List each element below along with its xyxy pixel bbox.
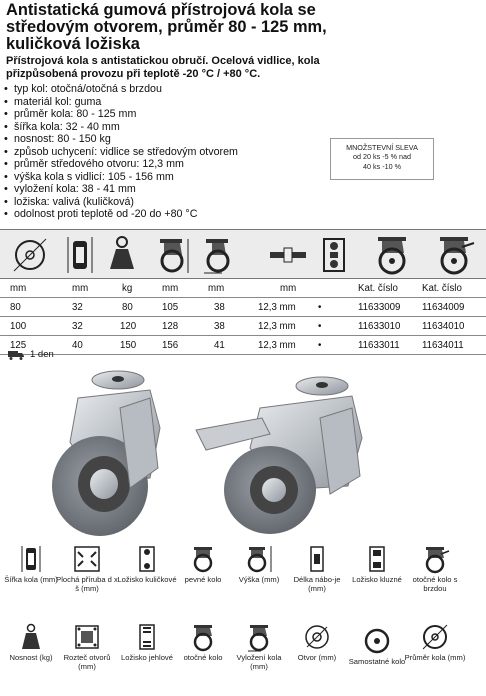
legend-label: Vyložení kola (mm) bbox=[236, 653, 282, 671]
legend-item bbox=[286, 622, 348, 662]
discount-line: 40 ks -10 % bbox=[363, 161, 401, 171]
height-icon bbox=[244, 544, 274, 574]
swivel-brake-castor-photo bbox=[196, 377, 362, 534]
table-cell: 11633011 bbox=[358, 340, 400, 351]
single-wheel-icon bbox=[362, 626, 392, 656]
discount-title: MNOŽSTEVNÍ SLEVA bbox=[346, 143, 418, 152]
spec-item: • šířka kola: 32 - 40 mm bbox=[4, 121, 334, 134]
table-row bbox=[0, 336, 486, 355]
table-cell: 156 bbox=[162, 340, 179, 351]
plain-bearing-icon bbox=[362, 544, 392, 574]
legend-label: Ložisko kluzné bbox=[352, 575, 402, 584]
legend-label: Otvor (mm) bbox=[297, 653, 337, 662]
spec-item: • nosnost: 80 - 150 kg bbox=[4, 133, 334, 146]
table-header: Kat. číslo bbox=[422, 283, 462, 294]
icon-legend bbox=[0, 540, 486, 696]
offset-icon bbox=[196, 233, 240, 277]
truck-icon bbox=[8, 350, 24, 360]
spec-item: • výška kola s vidlicí: 105 - 156 mm bbox=[4, 171, 334, 184]
table-cell: 11633009 bbox=[358, 302, 401, 313]
load-icon bbox=[100, 233, 144, 277]
flat-plate-icon bbox=[72, 544, 102, 574]
table-cell: 38 bbox=[214, 321, 225, 332]
swivel-brake-castor-icon bbox=[432, 233, 476, 277]
bolt-hole-icon bbox=[266, 233, 310, 277]
table-icon-header bbox=[0, 229, 486, 279]
legend-label: otočné kolo s brzdou bbox=[412, 575, 458, 593]
table-cell: 41 bbox=[214, 340, 225, 351]
swivel-brake-castor-icon bbox=[420, 544, 450, 574]
legend-item bbox=[0, 544, 62, 584]
spec-item: • průměr kola: 80 - 125 mm bbox=[4, 108, 334, 121]
legend-label: Délka nábo-je (mm) bbox=[293, 575, 341, 593]
legend-item bbox=[346, 544, 408, 584]
legend-item bbox=[346, 626, 408, 666]
product-subtitle: Přístrojová kola s antistatickou obručí. Ocelová vidlice, kola přizpůsobená provozu při teplotě -20 °C / +80 °C. bbox=[6, 55, 320, 80]
table-header-row bbox=[0, 279, 486, 298]
wheel-width-icon bbox=[16, 544, 46, 574]
legend-item bbox=[56, 544, 118, 593]
legend-item bbox=[56, 622, 118, 671]
legend-label: Průměr kola (mm) bbox=[404, 653, 466, 662]
table-row bbox=[0, 317, 486, 336]
legend-item bbox=[116, 544, 178, 584]
legend-item bbox=[0, 622, 62, 662]
table-cell: 11634011 bbox=[422, 340, 464, 351]
table-header: mm bbox=[72, 283, 89, 294]
table-cell: 105 bbox=[162, 302, 179, 313]
legend-label: Rozteč otvorů (mm) bbox=[63, 653, 111, 671]
legend-label: Nosnost (kg) bbox=[9, 653, 53, 662]
table-cell: 11633010 bbox=[358, 321, 401, 332]
legend-label: Výška (mm) bbox=[238, 575, 280, 584]
table-cell: 32 bbox=[72, 321, 83, 332]
wheel-width-icon bbox=[58, 233, 102, 277]
table-cell: 11634010 bbox=[422, 321, 465, 332]
table-cell: • bbox=[318, 340, 322, 351]
table-cell: 11634009 bbox=[422, 302, 465, 313]
product-table bbox=[0, 279, 486, 355]
table-cell: 40 bbox=[72, 340, 83, 351]
swivel-castor-photo bbox=[52, 371, 160, 536]
height-icon bbox=[150, 233, 194, 277]
legend-label: Šířka kola (mm) bbox=[4, 575, 58, 584]
quantity-discount-box bbox=[330, 138, 434, 180]
load-icon bbox=[16, 622, 46, 652]
ball-bearing-icon bbox=[312, 233, 356, 277]
swivel-castor-icon bbox=[370, 233, 414, 277]
legend-item bbox=[228, 544, 290, 584]
legend-label: otočné kolo bbox=[183, 653, 223, 662]
hub-length-icon bbox=[302, 544, 332, 574]
spec-item: • typ kol: otočná/otočná s brzdou bbox=[4, 83, 334, 96]
hole-spacing-icon bbox=[72, 622, 102, 652]
table-cell: 12,3 mm bbox=[258, 321, 296, 332]
ball-bearing-icon bbox=[132, 544, 162, 574]
legend-label: Ložisko jehlové bbox=[121, 653, 173, 662]
legend-item bbox=[404, 622, 466, 662]
table-header: Kat. číslo bbox=[358, 283, 398, 294]
table-cell: 80 bbox=[10, 302, 21, 313]
needle-bearing-icon bbox=[132, 622, 162, 652]
delivery-text: 1 den bbox=[30, 349, 54, 360]
discount-line: od 20 ks -5 % nad bbox=[353, 152, 411, 162]
spec-item: • vyložení kola: 38 - 41 mm bbox=[4, 183, 334, 196]
table-cell: 32 bbox=[72, 302, 83, 313]
table-header: mm bbox=[162, 283, 179, 294]
bolt-hole-icon bbox=[302, 622, 332, 652]
table-cell: 100 bbox=[10, 321, 27, 332]
legend-item bbox=[228, 622, 290, 671]
legend-item bbox=[286, 544, 348, 593]
table-cell: • bbox=[318, 321, 322, 332]
spec-list bbox=[4, 83, 334, 221]
table-cell: • bbox=[318, 302, 322, 313]
legend-item bbox=[172, 622, 234, 662]
table-cell: 80 bbox=[122, 302, 133, 313]
spec-item: • odolnost proti teplotě od -20 do +80 °C bbox=[4, 208, 334, 221]
table-cell: 12,3 mm bbox=[258, 340, 296, 351]
table-header: mm bbox=[280, 283, 297, 294]
legend-label: pevné kolo bbox=[184, 575, 222, 584]
table-header: mm bbox=[10, 283, 27, 294]
product-title: Antistatická gumová přístrojová kola se středovým otvorem, průměr 80 - 125 mm, kuličková ložiska bbox=[6, 1, 327, 53]
legend-item bbox=[116, 622, 178, 662]
legend-item bbox=[404, 544, 466, 593]
table-header: mm bbox=[208, 283, 225, 294]
legend-label: Samostatné kolo bbox=[348, 657, 406, 666]
wheel-diameter-icon bbox=[8, 233, 52, 277]
table-row bbox=[0, 298, 486, 317]
spec-item: • průměr středového otvoru: 12,3 mm bbox=[4, 158, 334, 171]
spec-item: • způsob uchycení: vidlice se středovým otvorem bbox=[4, 146, 334, 159]
fixed-castor-icon bbox=[188, 544, 218, 574]
table-cell: 38 bbox=[214, 302, 225, 313]
spec-item: • materiál kol: guma bbox=[4, 96, 334, 109]
delivery-info bbox=[8, 349, 54, 360]
product-photo bbox=[0, 368, 486, 538]
legend-label: Plochá příruba d x š (mm) bbox=[56, 575, 118, 593]
offset-icon bbox=[244, 622, 274, 652]
legend-label: Ložisko kuličkové bbox=[117, 575, 177, 584]
table-cell: 150 bbox=[120, 340, 137, 351]
legend-item bbox=[172, 544, 234, 584]
spec-item: • ložiska: valivá (kuličková) bbox=[4, 196, 334, 209]
table-cell: 125 bbox=[10, 340, 27, 351]
table-cell: 128 bbox=[162, 321, 179, 332]
swivel-castor-icon bbox=[188, 622, 218, 652]
wheel-diameter-icon bbox=[420, 622, 450, 652]
table-header: kg bbox=[122, 283, 133, 294]
table-cell: 12,3 mm bbox=[258, 302, 296, 313]
table-cell: 120 bbox=[120, 321, 137, 332]
